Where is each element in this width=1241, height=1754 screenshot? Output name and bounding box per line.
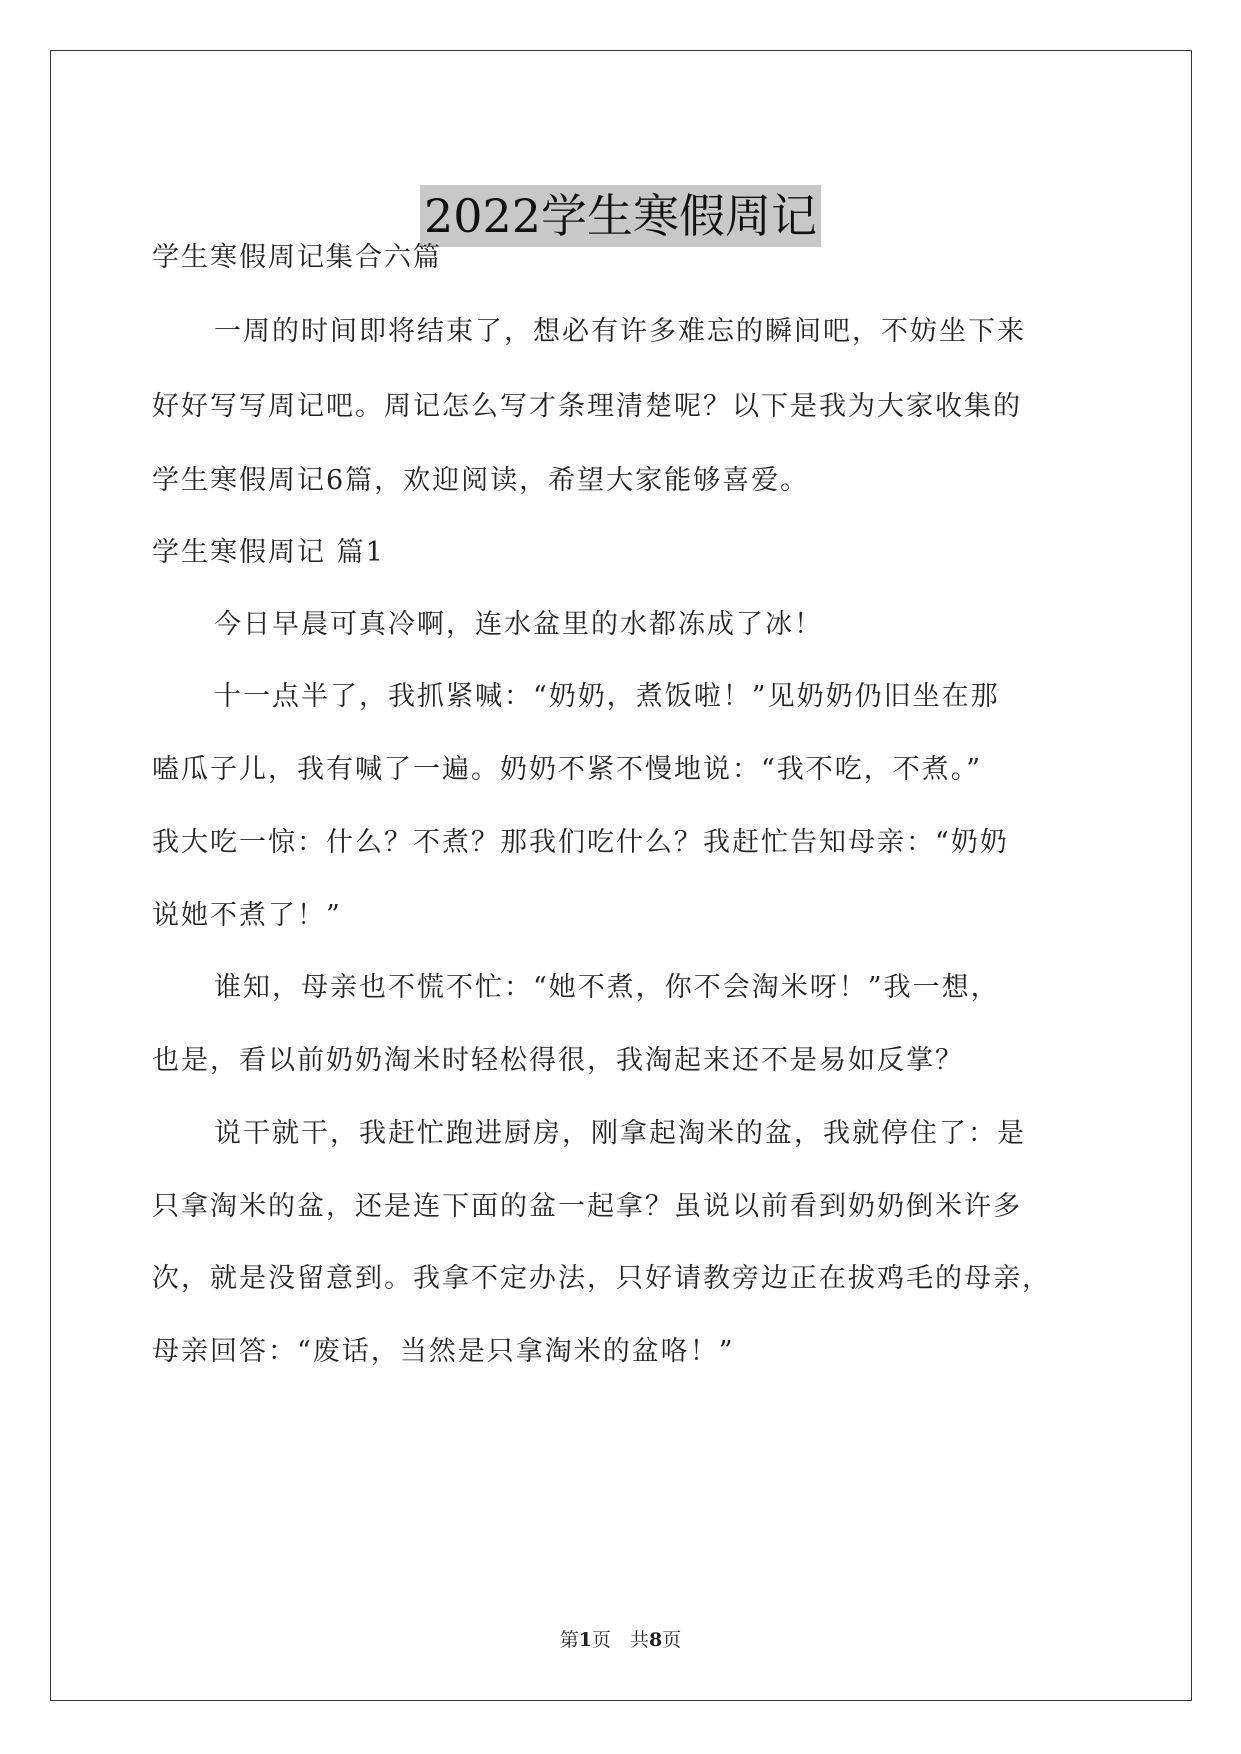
subtitle-line: 学生寒假周记集合六篇 <box>152 242 442 273</box>
paragraph-line: 我大吃一惊：什么？不煮？那我们吃什么？我赶忙告知母亲：“奶奶 <box>152 827 1009 858</box>
section-heading: 学生寒假周记 篇1 <box>152 537 385 568</box>
paragraph-line: 嗑瓜子儿，我有喊了一遍。奶奶不紧不慢地说：“我不吃，不煮。” <box>152 754 983 785</box>
document-title: 2022学生寒假周记 <box>420 185 821 247</box>
total-pages-number: 8 <box>649 1629 663 1651</box>
paragraph-line: 也是，看以前奶奶淘米时轻松得很，我淘起来还不是易如反掌？ <box>152 1045 964 1076</box>
page-number-prefix: 第 <box>559 1629 579 1651</box>
paragraph-line: 一周的时间即将结束了，想必有许多难忘的瞬间吧，不妨坐下来 <box>214 316 1026 347</box>
paragraph-line: 学生寒假周记6篇，欢迎阅读，希望大家能够喜爱。 <box>152 465 810 496</box>
paragraph-line: 母亲回答：“废话，当然是只拿淘米的盆咯！” <box>152 1336 735 1367</box>
paragraph-line: 十一点半了，我抓紧喊：“奶奶，煮饭啦！”见奶奶仍旧坐在那 <box>214 681 1000 712</box>
paragraph-line: 次，就是没留意到。我拿不定办法，只好请教旁边正在拔鸡毛的母亲， <box>152 1263 1051 1294</box>
page-number-mid: 页 共 <box>591 1629 649 1651</box>
paragraph-line: 说干就干，我赶忙跑进厨房，刚拿起淘米的盆，我就停住了：是 <box>214 1118 1026 1149</box>
page-footer <box>0 1625 1241 1652</box>
current-page-number: 1 <box>578 1629 592 1651</box>
page-number-suffix: 页 <box>662 1629 682 1651</box>
paragraph-line: 今日早晨可真冷啊，连水盆里的水都冻成了冰！ <box>214 609 823 640</box>
page-border <box>50 50 1192 1701</box>
paragraph-line: 谁知，母亲也不慌不忙：“她不煮，你不会淘米呀！”我一想， <box>214 972 1000 1003</box>
paragraph-line: 好好写写周记吧。周记怎么写才条理清楚呢？以下是我为大家收集的 <box>152 391 1022 422</box>
paragraph-line: 只拿淘米的盆，还是连下面的盆一起拿？虽说以前看到奶奶倒米许多 <box>152 1191 1022 1222</box>
paragraph-line: 说她不煮了！” <box>152 900 342 931</box>
